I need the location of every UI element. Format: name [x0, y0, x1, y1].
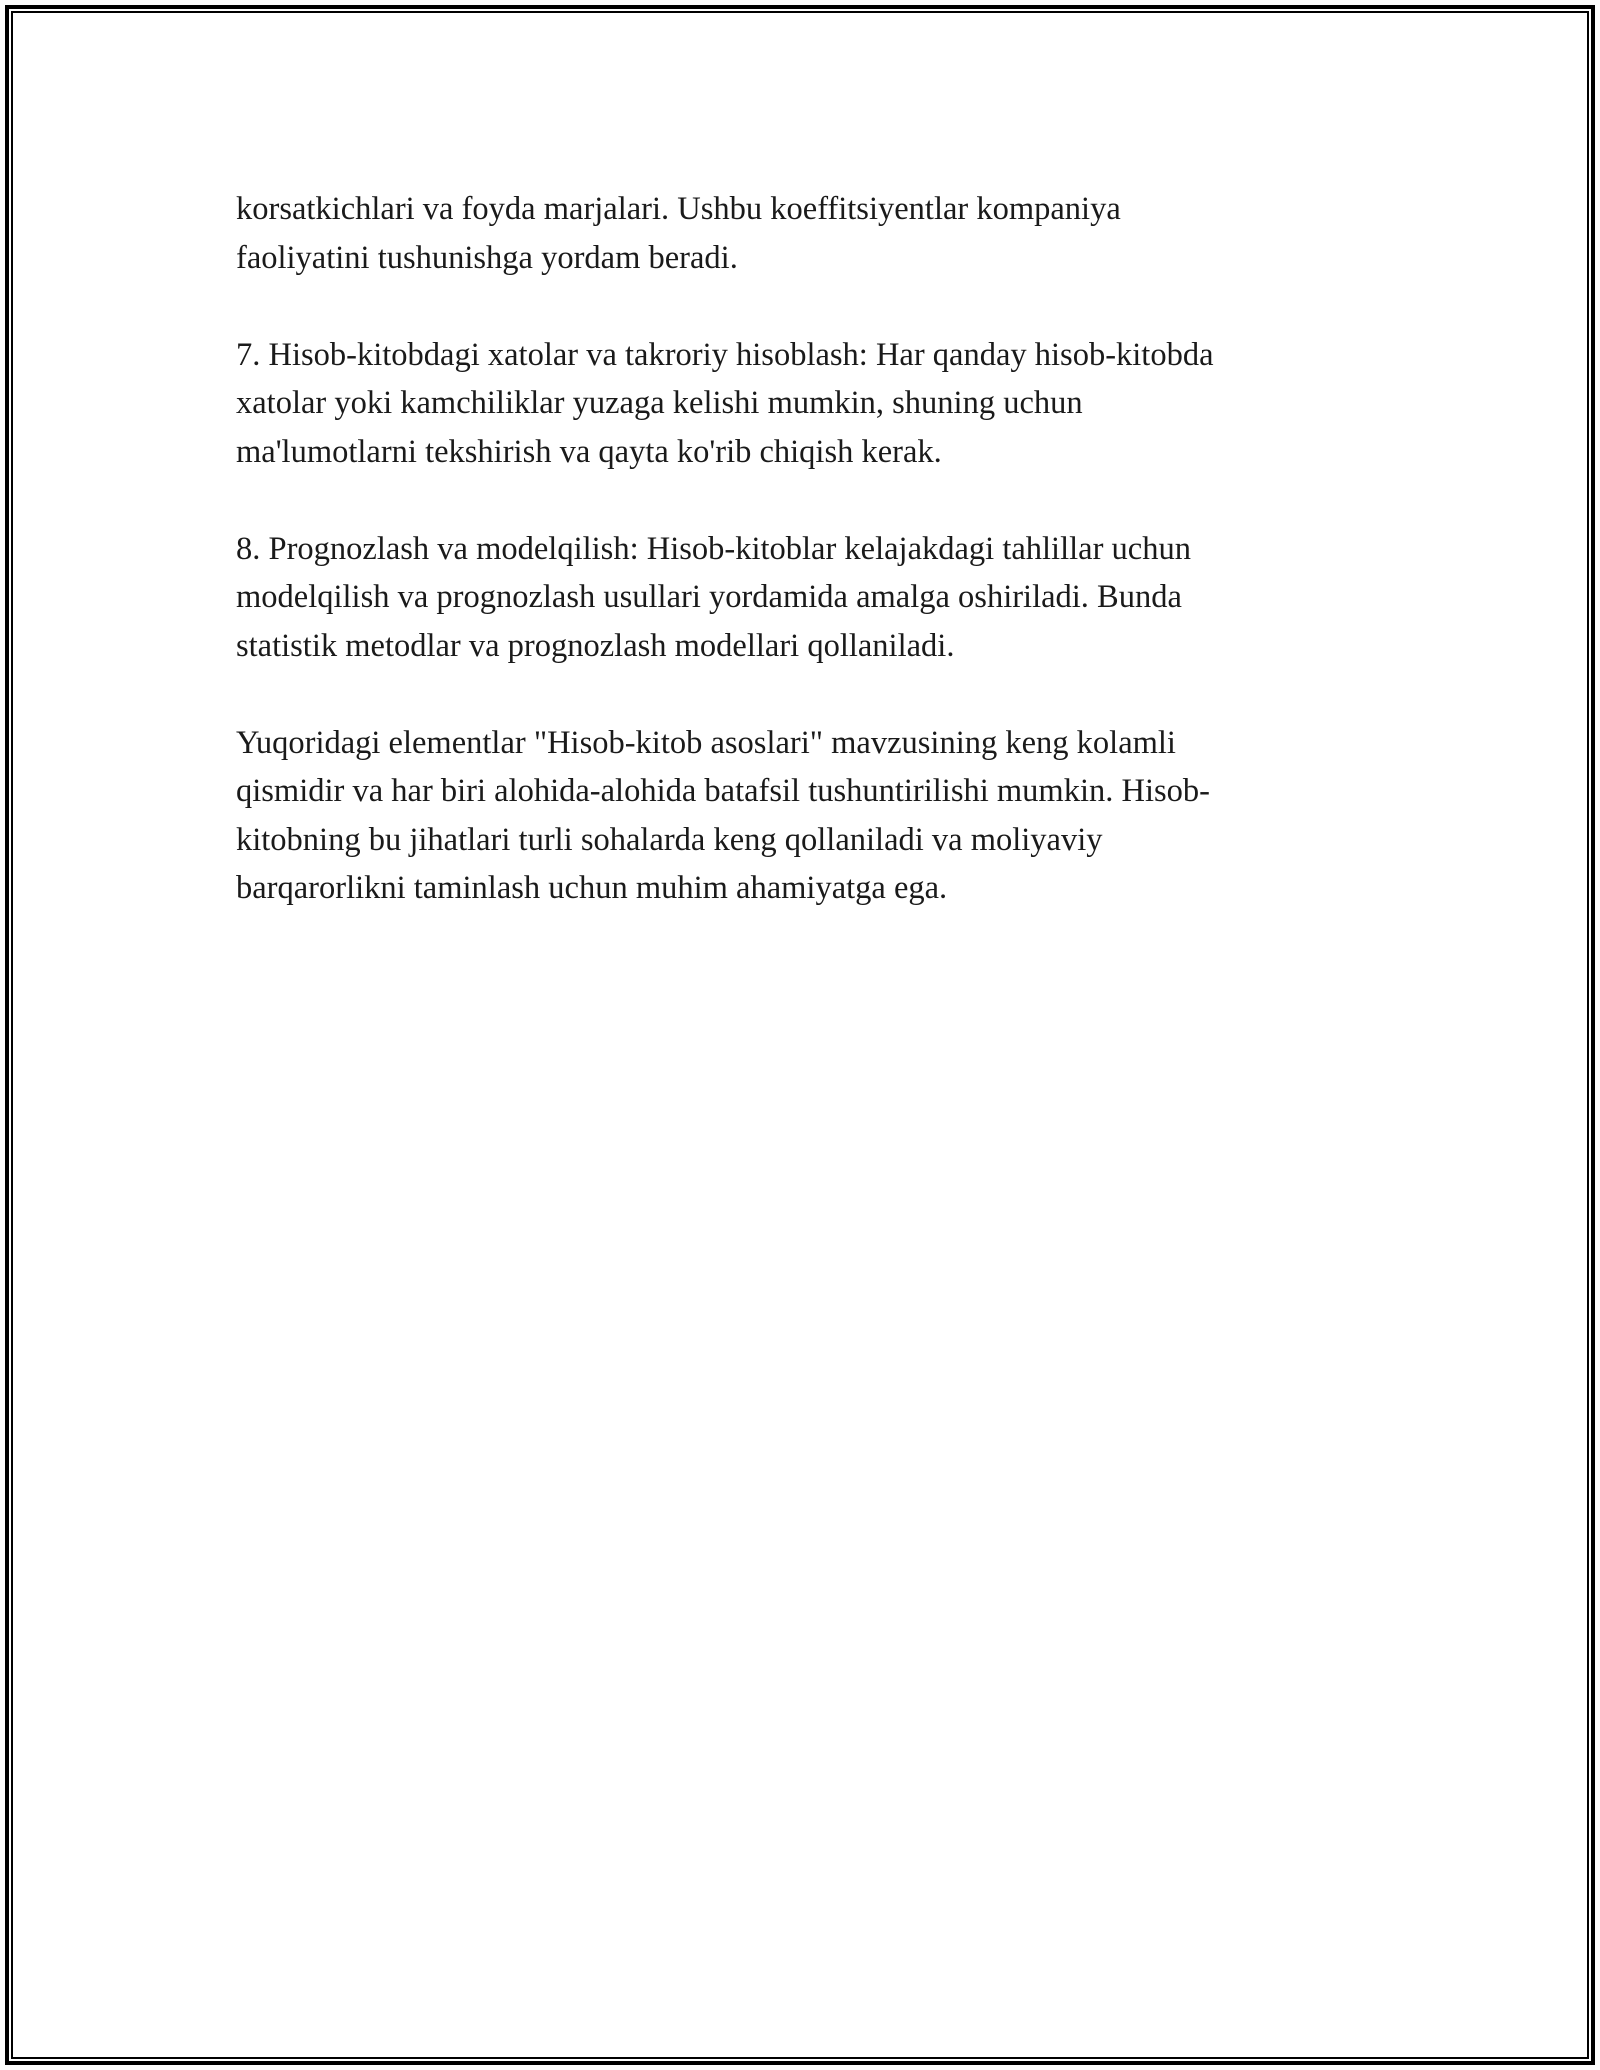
- text-line: modelqilish va prognozlash usullari yordamida amalga oshiriladi. Bunda: [236, 579, 1182, 615]
- text-line: xatolar yoki kamchiliklar yuzaga kelishi mumkin, shuning uchun: [236, 385, 1083, 421]
- text-line: korsatkichlari va foyda marjalari. Ushbu koeffitsiyentlar kompaniya: [236, 191, 1121, 227]
- paragraph-item-7: [236, 331, 1366, 477]
- text-line: qismidir va har biri alohida-alohida batafsil tushuntirilishi mumkin. Hisob-: [236, 773, 1210, 809]
- text-line: statistik metodlar va prognozlash modellari qollaniladi.: [236, 627, 955, 664]
- text-line: Yuqoridagi elementlar "Hisob-kitob asoslari" mavzusining keng kolamli: [236, 724, 1176, 761]
- text-line: 7. Hisob-kitobdagi xatolar va takroriy hisoblash: Har qanday hisob-kitobda: [236, 336, 1214, 373]
- text-line: kitobning bu jihatlari turli sohalarda keng qollaniladi va moliyaviy: [236, 821, 1103, 858]
- text-line: ma'lumotlarni tekshirish va qayta ko'rib chiqish kerak.: [236, 433, 942, 470]
- document-body: [236, 185, 1366, 961]
- text-line: barqarorlikni taminlash uchun muhim ahamiyatga ega.: [236, 870, 948, 906]
- paragraph-item-8: [236, 525, 1366, 671]
- text-line: faoliyatini tushunishga yordam beradi.: [236, 239, 738, 276]
- text-line: 8. Prognozlash va modelqilish: Hisob-kitoblar kelajakdagi tahlillar uchun: [236, 530, 1191, 567]
- paragraph-conclusion: [236, 719, 1366, 913]
- paragraph-ratios-continuation: [236, 185, 1366, 282]
